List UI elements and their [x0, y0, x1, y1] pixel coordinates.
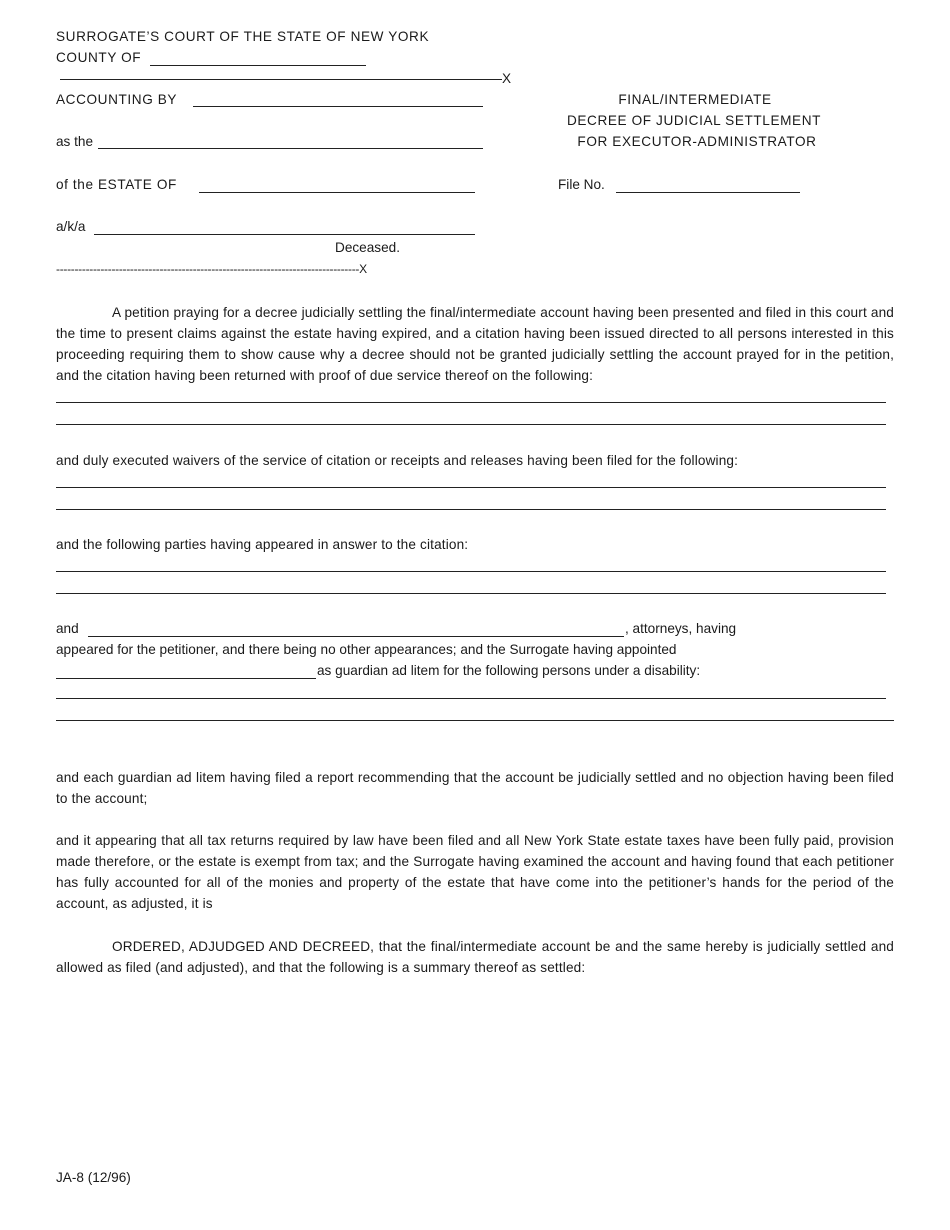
- accounting-by-field[interactable]: [193, 106, 483, 107]
- appeared-petitioner-text: appeared for the petitioner, and there being no other appearances; and the Surrogate having appointed: [56, 642, 677, 657]
- guardian-name-field[interactable]: [56, 678, 316, 679]
- attorneys-suffix: , attorneys, having: [625, 621, 737, 636]
- caption-bottom-rule: ----------------------------------------------------------------------------------X: [56, 262, 367, 276]
- as-the-label: as the: [56, 134, 94, 149]
- court-name: SURROGATE’S COURT OF THE STATE OF NEW YORK: [56, 29, 430, 44]
- deceased-label: Deceased.: [335, 240, 400, 255]
- guardian-report-paragraph: and each guardian ad litem having filed a report recommending that the account be judicially settled and no objection having been filed to the account;: [56, 770, 894, 806]
- disability-person-line-1[interactable]: [56, 698, 886, 699]
- title-line-2: DECREE OF JUDICIAL SETTLEMENT: [566, 113, 822, 128]
- tax-paragraph: and it appearing that all tax returns required by law have been filed and all New York State estate taxes have been fully paid, provision made therefore, or the estate is exempt from tax; and the Surrogate having examined the account and having found that each petitioner has fully accounted for all of the monies and property of the estate that have come into the petitioner’s hands for the period of the account, as adjusted, it is: [56, 833, 894, 911]
- and-label: and: [56, 621, 79, 636]
- appeared-party-line-2[interactable]: [56, 593, 886, 594]
- ordered-paragraph: ORDERED, ADJUDGED AND DECREED, that the final/intermediate account be and the same hereby is judicially settled and allowed as filed (and adjusted), and that the following is a summary thereof as settled:: [56, 939, 894, 975]
- waiver-party-line-2[interactable]: [56, 509, 886, 510]
- estate-of-field[interactable]: [199, 192, 475, 193]
- as-the-field[interactable]: [98, 148, 483, 149]
- waiver-party-line-1[interactable]: [56, 487, 886, 488]
- title-line-3: FOR EXECUTOR-ADMINISTRATOR: [577, 134, 817, 149]
- appeared-party-line-1[interactable]: [56, 571, 886, 572]
- form-id: JA-8 (12/96): [56, 1170, 131, 1185]
- aka-field[interactable]: [94, 234, 475, 235]
- attorneys-field[interactable]: [88, 636, 624, 637]
- title-line-1: FINAL/INTERMEDIATE: [618, 92, 772, 107]
- aka-label: a/k/a: [56, 219, 86, 234]
- served-party-line-2[interactable]: [56, 424, 886, 425]
- county-label: COUNTY OF: [56, 50, 142, 65]
- waivers-paragraph: and duly executed waivers of the service of citation or receipts and releases having been filed for the following:: [56, 453, 739, 468]
- caption-top-x: X: [502, 71, 512, 86]
- file-no-field[interactable]: [616, 192, 800, 193]
- file-no-label: File No.: [558, 177, 605, 192]
- county-field[interactable]: [150, 65, 366, 66]
- served-party-line-1[interactable]: [56, 402, 886, 403]
- guardian-suffix: as guardian ad litem for the following persons under a disability:: [317, 663, 701, 678]
- disability-person-line-2[interactable]: [56, 720, 894, 721]
- estate-of-label: of the ESTATE OF: [56, 177, 177, 192]
- accounting-by-label: ACCOUNTING BY: [56, 92, 178, 107]
- caption-top-rule: [60, 79, 502, 80]
- petition-paragraph: A petition praying for a decree judicially settling the final/intermediate account having been presented and filed in this court and the time to present claims against the estate having expired, and a citation having been issued directed to all persons interested in this proceeding requiring them to show cause why a decree should not be granted judicially settling the account prayed for in the petition, and the citation having been returned with proof of due service thereof on the following:: [56, 305, 894, 383]
- appeared-paragraph: and the following parties having appeared in answer to the citation:: [56, 537, 469, 552]
